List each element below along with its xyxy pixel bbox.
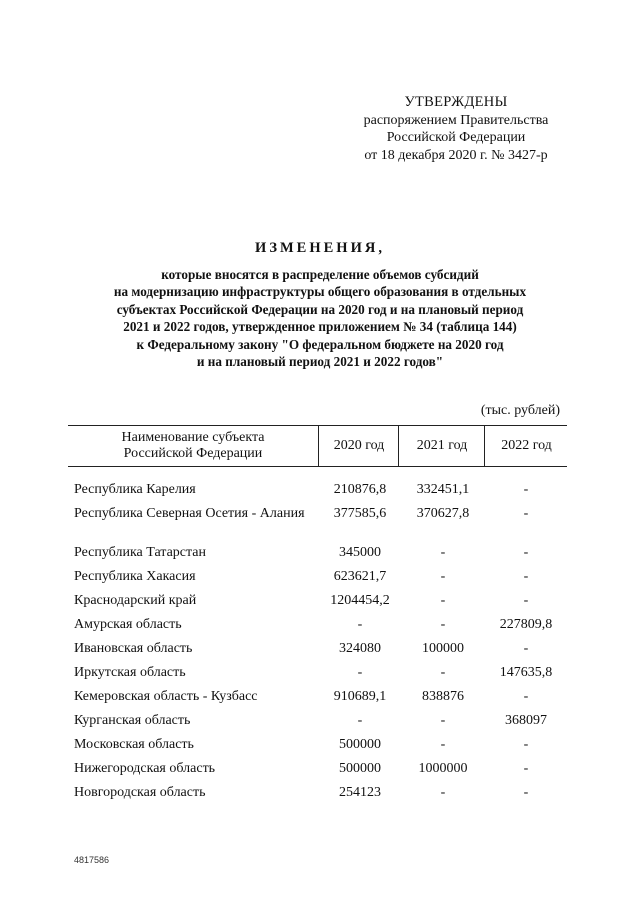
approval-line-2: Российской Федерации <box>386 130 526 145</box>
value-2021: 100000 <box>422 641 464 656</box>
region-name: Московская область <box>74 737 194 752</box>
value-2020: - <box>357 665 363 680</box>
header-2022: 2022 год <box>484 426 568 466</box>
region-name: Курганская область <box>74 713 191 728</box>
subtitle-line: 2021 и 2022 годов, утвержденное приложением № 34 (таблица 144) <box>123 319 517 335</box>
region-name: Кемеровская область - Кузбасс <box>74 689 258 704</box>
value-2021: - <box>440 785 446 800</box>
header-2020: 2020 год <box>318 426 399 466</box>
value-2022: - <box>523 641 529 656</box>
value-2022: 147635,8 <box>499 665 553 680</box>
value-2021: - <box>440 713 446 728</box>
value-2020: 377585,6 <box>333 506 387 521</box>
value-2022: 227809,8 <box>499 617 553 632</box>
header-name-line: Российской Федерации <box>123 446 263 461</box>
region-name: Иркутская область <box>74 665 186 680</box>
header-name-line: Наименование субъекта <box>121 430 265 445</box>
value-2020: 1204454,2 <box>330 593 390 608</box>
value-2022: - <box>523 785 529 800</box>
value-2022: - <box>523 545 529 560</box>
region-name: Республика Татарстан <box>74 545 207 560</box>
subtitle-line: и на плановый период 2021 и 2022 годов" <box>196 354 444 370</box>
region-name: Республика Карелия <box>74 482 196 497</box>
value-2022: - <box>523 593 529 608</box>
value-2021: 1000000 <box>418 761 468 776</box>
value-2022: - <box>523 689 529 704</box>
region-name: Нижегородская область <box>74 761 216 776</box>
subtitle-line: субъектах Российской Федерации на 2020 год и на плановый период <box>116 301 524 317</box>
value-2021: 838876 <box>422 689 464 704</box>
value-2021: 332451,1 <box>416 482 470 497</box>
subtitle-line: которые вносятся в распределение объемов субсидий <box>161 267 479 282</box>
table-header <box>68 425 567 467</box>
value-2020: 254123 <box>339 785 381 800</box>
region-name: Краснодарский край <box>74 593 197 608</box>
value-2021: - <box>440 593 446 608</box>
document-title: ИЗМЕНЕНИЯ, <box>255 240 385 256</box>
value-2022: - <box>523 482 529 497</box>
units-label: (тыс. рублей) <box>480 403 560 418</box>
header-2021: 2021 год <box>398 426 485 466</box>
value-2022: - <box>523 506 529 521</box>
region-name: Республика Хакасия <box>74 569 196 584</box>
value-2022: - <box>523 761 529 776</box>
value-2021: - <box>440 569 446 584</box>
value-2020: 345000 <box>339 545 381 560</box>
value-2021: - <box>440 545 446 560</box>
approval-line-1: распоряжением Правительства <box>363 112 549 128</box>
subtitle-line: на модернизацию инфраструктуры общего образования в отдельных <box>113 284 527 300</box>
value-2020: 210876,8 <box>333 482 387 497</box>
subtitle-line: к Федеральному закону "О федеральном бюджете на 2020 год <box>136 336 504 352</box>
value-2021: - <box>440 737 446 752</box>
region-name: Ивановская область <box>74 641 193 656</box>
value-2020: 500000 <box>339 737 381 752</box>
value-2020: 500000 <box>339 761 381 776</box>
value-2020: - <box>357 713 363 728</box>
region-name: Амурская область <box>74 617 182 632</box>
value-2021: 370627,8 <box>416 506 470 521</box>
approval-block <box>330 94 582 164</box>
region-name: Новгородская область <box>74 785 206 800</box>
approval-heading: УТВЕРЖДЕНЫ <box>404 94 508 110</box>
value-2021: - <box>440 665 446 680</box>
value-2020: 910689,1 <box>333 689 387 704</box>
value-2020: 324080 <box>339 641 381 656</box>
header-region-name <box>68 426 318 466</box>
approval-line-3: от 18 декабря 2020 г. № 3427-р <box>364 147 548 163</box>
document-code: 4817586 <box>74 855 110 865</box>
value-2020: - <box>357 617 363 632</box>
value-2021: - <box>440 617 446 632</box>
document-subtitle <box>60 266 580 370</box>
region-name: Республика Северная Осетия - Алания <box>74 506 305 521</box>
value-2022: 368097 <box>505 713 547 728</box>
value-2020: 623621,7 <box>333 569 387 584</box>
value-2022: - <box>523 737 529 752</box>
value-2022: - <box>523 569 529 584</box>
